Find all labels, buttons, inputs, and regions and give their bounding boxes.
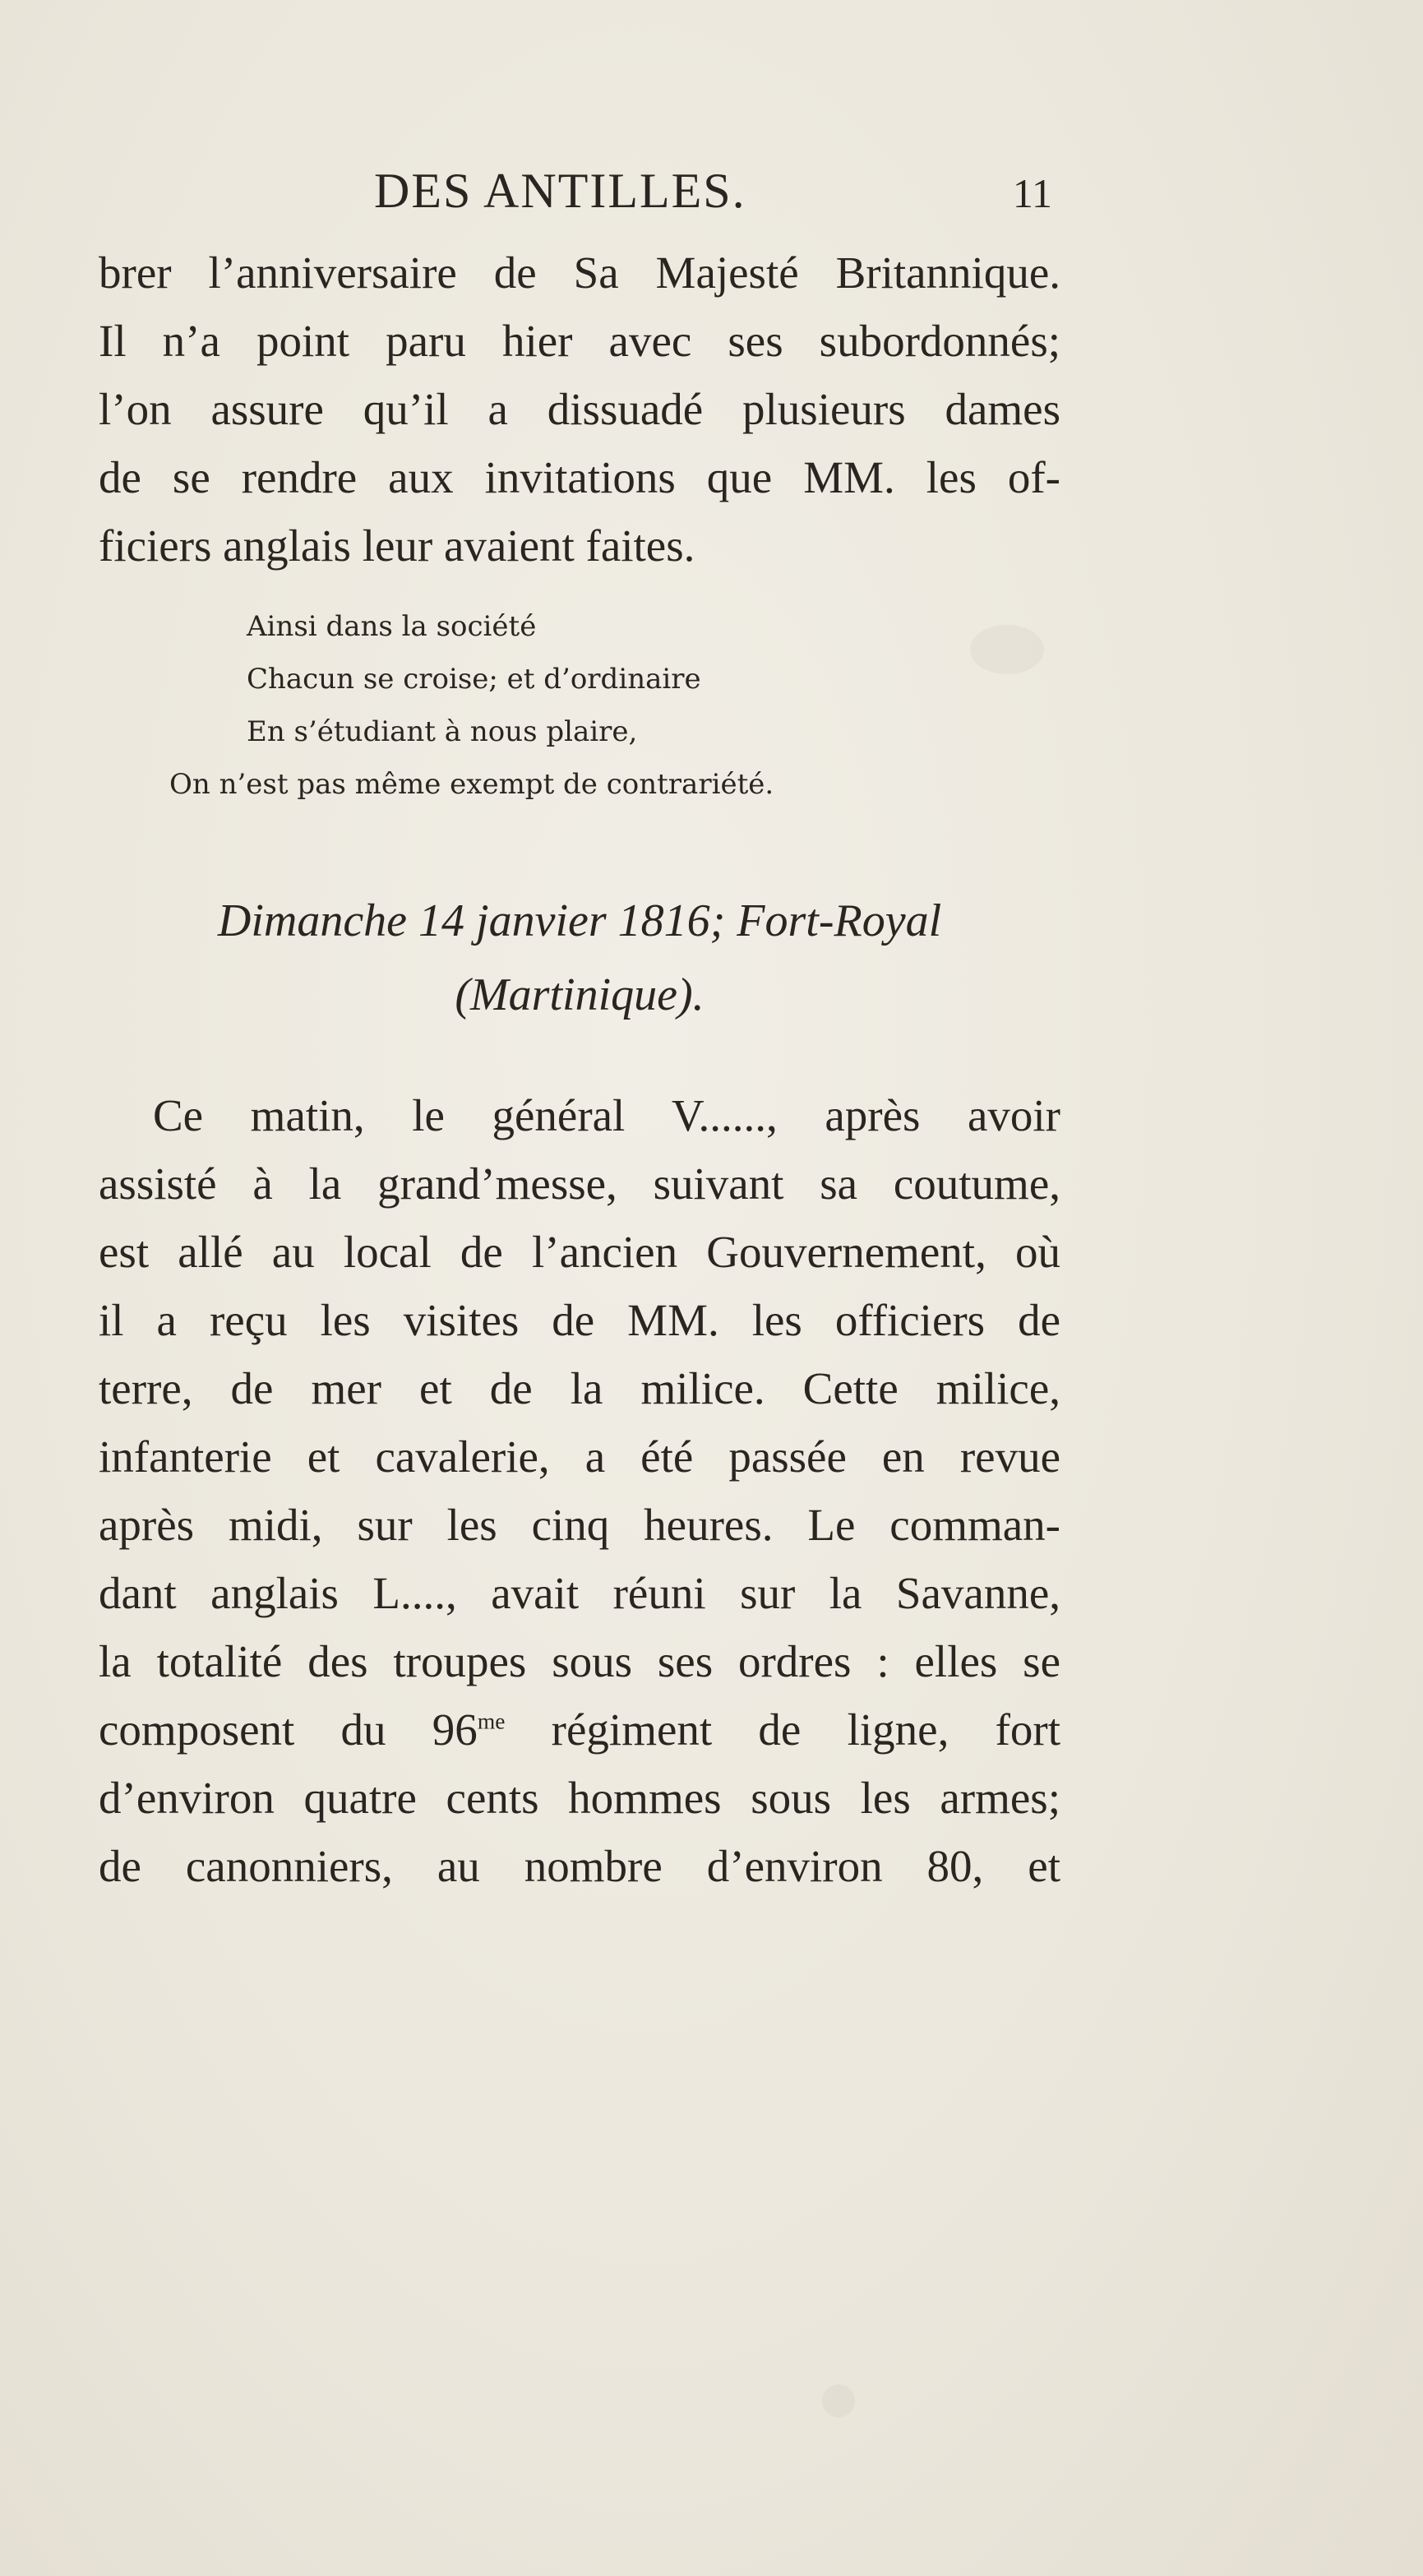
dateline-line-2: (Martinique). <box>455 969 705 1020</box>
page-number: 11 <box>1012 170 1052 216</box>
dateline-line-1: Dimanche 14 janvier 1816; Fort-Royal <box>217 895 942 946</box>
text-line: l’on assure qu’il a dissuadé plusieurs dames <box>99 384 1060 434</box>
text-line: brer l’anniversaire de Sa Majesté Britannique. <box>99 247 1060 298</box>
text-line: Il n’a point paru hier avec ses subordonnés; <box>99 316 1060 366</box>
ordinal-lead: composent du 96 <box>99 1704 478 1755</box>
text-line: Ce matin, le général V......, après avoir <box>153 1090 1060 1140</box>
text-line: il a reçu les visites de MM. les officiers de <box>99 1295 1060 1345</box>
ordinal-tail: régiment de ligne, fort <box>505 1704 1060 1755</box>
text-line: terre, de mer et de la milice. Cette milice, <box>99 1363 1060 1413</box>
running-title: DES ANTILLES. <box>374 164 746 218</box>
text-line: assisté à la grand’messe, suivant sa coutume, <box>99 1159 1060 1209</box>
text-line: de se rendre aux invitations que MM. les of- <box>99 452 1060 502</box>
text-line: après midi, sur les cinq heures. Le comman- <box>99 1500 1060 1550</box>
paper-spot <box>822 2384 855 2417</box>
text-line-with-ordinal <box>99 1695 1060 1764</box>
main-paragraph <box>99 1081 1060 1900</box>
paper-spot <box>970 625 1044 674</box>
intro-paragraph <box>99 238 1060 580</box>
running-header <box>99 163 1052 220</box>
verse-line: En s’étudiant à nous plaire, <box>247 715 638 748</box>
text-line: la totalité des troupes sous ses ordres : elles se <box>99 1636 1060 1686</box>
entry-dateline <box>99 884 1060 1032</box>
verse-line: Ainsi dans la société <box>247 610 537 643</box>
verse-quotation <box>169 600 847 811</box>
text-line: dant anglais L...., avait réuni sur la Savanne, <box>99 1568 1060 1618</box>
text-line: de canonniers, au nombre d’environ 80, et <box>99 1841 1060 1891</box>
verse-line: On n’est pas même exempt de contrariété. <box>169 768 774 801</box>
text-line: ficiers anglais leur avaient faites. <box>99 520 695 571</box>
text-line: infanterie et cavalerie, a été passée en revue <box>99 1431 1060 1482</box>
text-line: est allé au local de l’ancien Gouvernement, où <box>99 1227 1060 1277</box>
verse-line: Chacun se croise; et d’ordinaire <box>247 663 701 696</box>
text-line: d’environ quatre cents hommes sous les armes; <box>99 1773 1060 1823</box>
ordinal-superscript: me <box>477 1708 506 1734</box>
